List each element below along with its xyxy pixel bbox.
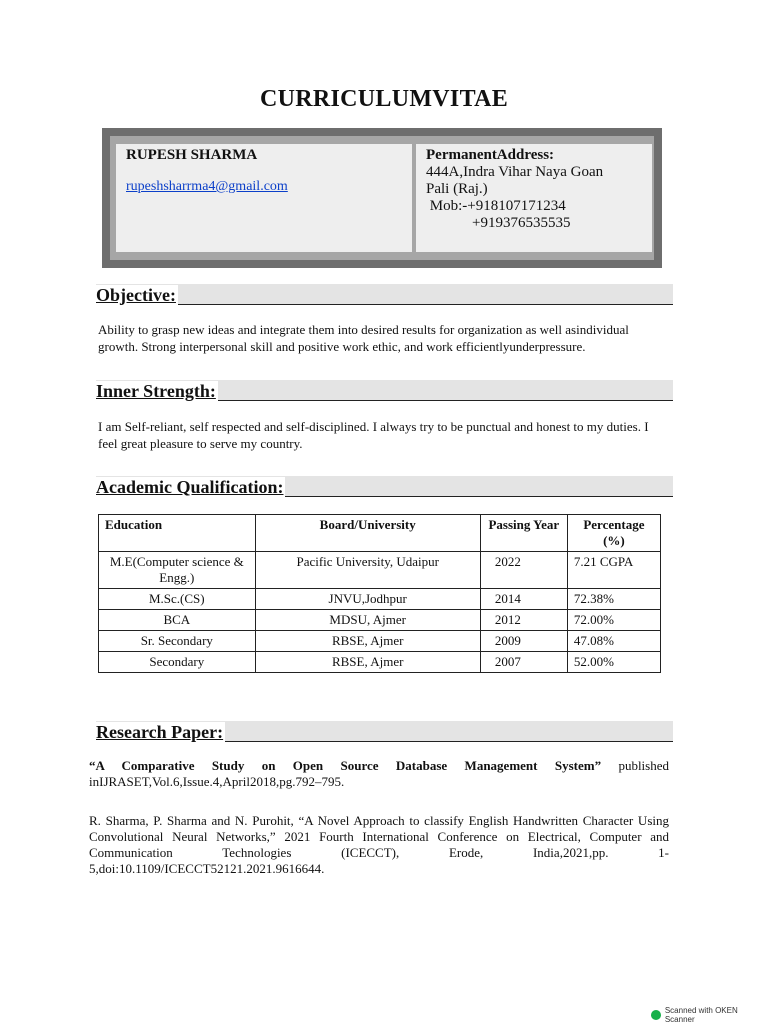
- email-link[interactable]: rupeshsharrma4@gmail.com: [126, 179, 288, 194]
- percentage-cell: 72.38%: [567, 589, 660, 610]
- board-cell: MDSU, Ajmer: [255, 610, 480, 631]
- column-header-education: Education: [99, 515, 256, 552]
- column-header-board: Board/University: [255, 515, 480, 552]
- permanent-address: [426, 147, 603, 232]
- table-header-row: [99, 515, 661, 552]
- year-cell: 2022: [480, 552, 567, 589]
- research-paper-1-details: published inIJRASET,Vol.6,Issue.4,April2018,pg.792–795.: [89, 758, 669, 789]
- education-cell: Sr. Secondary: [99, 631, 256, 652]
- address-label: PermanentAddress:: [426, 147, 555, 163]
- research-section-header: [96, 721, 673, 742]
- address-line-2: Pali (Raj.): [426, 181, 488, 197]
- year-cell: 2009: [480, 631, 567, 652]
- year-cell: 2007: [480, 652, 567, 673]
- table-row: [99, 589, 661, 610]
- academic-heading: Academic Qualification:: [96, 477, 284, 497]
- education-cell: Secondary: [99, 652, 256, 673]
- research-paper-2: R. Sharma, P. Sharma and N. Purohit, “A Novel Approach to classify English Handwritten Character Using Convolutional Neural Networks,” 2021 Fourth International Conference on Electrical, Computer and Communication Technologies (ICECCT), Erode, India,2021,pp. 1-5,doi:10.1109/ICECCT52121.2021.9616644.: [89, 813, 669, 876]
- candidate-name: RUPESH SHARMA: [126, 147, 258, 163]
- percentage-cell: 7.21 CGPA: [567, 552, 660, 589]
- education-cell: M.Sc.(CS): [99, 589, 256, 610]
- mobile-number-1: Mob:-+918107171234: [426, 198, 566, 214]
- inner-strength-heading: Inner Strength:: [96, 381, 216, 401]
- objective-heading: Objective:: [96, 285, 176, 305]
- board-cell: RBSE, Ajmer: [255, 631, 480, 652]
- academic-section-header: [96, 476, 673, 497]
- year-cell: 2014: [480, 589, 567, 610]
- inner-strength-text: I am Self-reliant, self respected and self-disciplined. I always try to be punctual and honest to my duties. I feel great pleasure to serve my country.: [98, 419, 649, 451]
- column-header-passing-year: Passing Year: [480, 515, 567, 552]
- board-cell: JNVU,Jodhpur: [255, 589, 480, 610]
- table-row: [99, 652, 661, 673]
- percentage-cell: 47.08%: [567, 631, 660, 652]
- scanner-logo-icon: [651, 1010, 661, 1020]
- table-row: [99, 610, 661, 631]
- table-row: [99, 552, 661, 589]
- research-paper-1: [89, 758, 669, 790]
- table-row: [99, 631, 661, 652]
- percentage-cell: 72.00%: [567, 610, 660, 631]
- mobile-number-2: +919376535535: [472, 215, 571, 231]
- year-cell: 2012: [480, 610, 567, 631]
- research-heading: Research Paper:: [96, 722, 224, 742]
- academic-qualification-table: [98, 514, 661, 673]
- address-line-1: 444A,Indra Vihar Naya Goan: [426, 164, 604, 180]
- research-paper-1-title: “A Comparative Study on Open Source Database Management System”: [89, 758, 602, 773]
- scanner-watermark: [651, 1006, 768, 1024]
- percentage-cell: 52.00%: [567, 652, 660, 673]
- objective-text: Ability to grasp new ideas and integrate them into desired results for organization as well asindividual growth. Strong interpersonal skill and positive work ethic, and work efficientlyunderpressure.: [98, 322, 629, 354]
- page-title: CURRICULUMVITAE: [259, 86, 509, 112]
- board-cell: RBSE, Ajmer: [255, 652, 480, 673]
- education-cell: BCA: [99, 610, 256, 631]
- objective-section-header: [96, 284, 673, 305]
- board-cell: Pacific University, Udaipur: [255, 552, 480, 589]
- education-cell: M.E(Computer science & Engg.): [99, 552, 256, 589]
- inner-strength-section-header: [96, 380, 673, 401]
- column-header-percentage: Percentage (%): [567, 515, 660, 552]
- scanner-text: Scanned with OKEN Scanner: [664, 1006, 738, 1024]
